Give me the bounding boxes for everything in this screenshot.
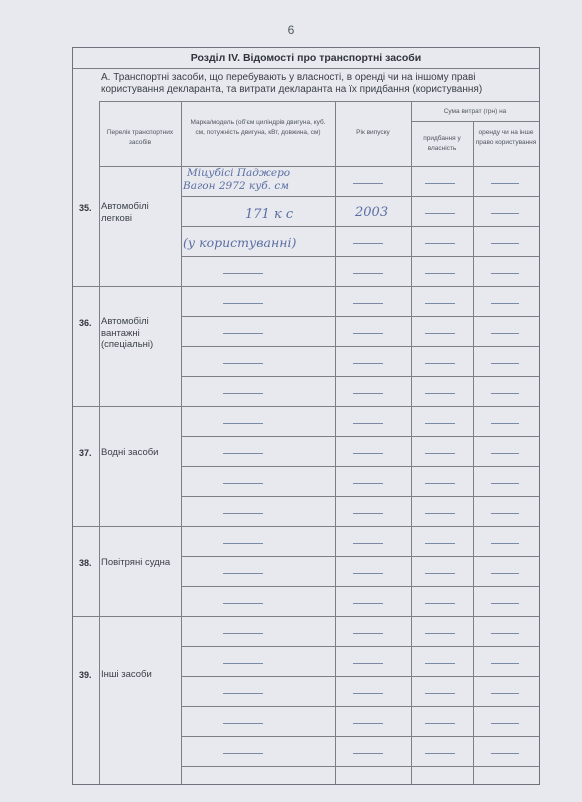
empty-cell-dash — [425, 633, 455, 634]
empty-cell-dash — [491, 363, 519, 364]
table-row-divider — [181, 676, 539, 677]
empty-cell-dash — [491, 453, 519, 454]
empty-cell-dash — [491, 693, 519, 694]
handwritten-power: 171 к с — [245, 207, 294, 222]
empty-cell-dash — [425, 693, 455, 694]
empty-cell-dash — [223, 753, 263, 754]
category-number: 39. — [79, 670, 92, 680]
empty-cell-dash — [491, 753, 519, 754]
empty-cell-dash — [425, 333, 455, 334]
empty-cell-dash — [425, 573, 455, 574]
empty-cell-dash — [491, 633, 519, 634]
handwritten-year: 2003 — [355, 205, 389, 220]
empty-cell-dash — [353, 303, 383, 304]
empty-cell-dash — [353, 723, 383, 724]
empty-cell-dash — [425, 243, 455, 244]
handwritten-model-line2: Вагон 2972 куб. см — [183, 180, 289, 192]
empty-cell-dash — [491, 303, 519, 304]
table-row-divider — [181, 736, 539, 737]
empty-cell-dash — [491, 483, 519, 484]
empty-cell-dash — [491, 273, 519, 274]
empty-cell-dash — [425, 423, 455, 424]
empty-cell-dash — [353, 483, 383, 484]
empty-cell-dash — [223, 663, 263, 664]
empty-cell-dash — [353, 333, 383, 334]
table-row-divider — [181, 466, 539, 467]
category-number: 38. — [79, 558, 92, 568]
empty-cell-dash — [425, 513, 455, 514]
empty-cell-dash — [223, 603, 263, 604]
table-row-divider — [181, 646, 539, 647]
empty-cell-dash — [425, 543, 455, 544]
empty-cell-dash — [491, 393, 519, 394]
empty-cell-dash — [425, 753, 455, 754]
table-row-divider — [181, 346, 539, 347]
empty-cell-dash — [491, 543, 519, 544]
table-row-divider — [181, 706, 539, 707]
header-purchase: придбання у власність — [423, 135, 461, 152]
empty-cell-dash — [425, 603, 455, 604]
empty-cell-dash — [223, 423, 263, 424]
handwritten-usage-note: (у користуванні) — [183, 235, 297, 250]
category-divider — [73, 526, 539, 527]
empty-cell-dash — [491, 663, 519, 664]
empty-cell-dash — [491, 183, 519, 184]
empty-cell-dash — [353, 423, 383, 424]
empty-cell-dash — [491, 573, 519, 574]
table-row-divider — [181, 196, 539, 197]
empty-cell-dash — [491, 723, 519, 724]
category-number: 36. — [79, 318, 92, 328]
empty-cell-dash — [425, 303, 455, 304]
empty-cell-dash — [223, 693, 263, 694]
empty-cell-dash — [223, 273, 263, 274]
empty-cell-dash — [223, 573, 263, 574]
empty-cell-dash — [223, 303, 263, 304]
subsection-title: А. Транспортні засоби, що перебувають у власності, в оренді чи на іншому праві користування декларанта, та витрати декларанта на їх придбання (користування) — [101, 72, 483, 95]
empty-cell-dash — [425, 363, 455, 364]
empty-cell-dash — [223, 633, 263, 634]
empty-cell-dash — [425, 663, 455, 664]
header-rent: оренду чи на інше право користування — [475, 129, 537, 146]
empty-cell-dash — [353, 273, 383, 274]
table-row-divider — [181, 226, 539, 227]
table-row-divider — [181, 316, 539, 317]
header-expense: Сума витрат (грн) на — [443, 108, 507, 115]
empty-cell-dash — [353, 243, 383, 244]
empty-cell-dash — [353, 183, 383, 184]
empty-cell-dash — [425, 723, 455, 724]
empty-cell-dash — [353, 663, 383, 664]
empty-cell-dash — [353, 693, 383, 694]
empty-cell-dash — [353, 543, 383, 544]
empty-cell-dash — [353, 603, 383, 604]
category-divider — [73, 406, 539, 407]
header-make-model: Марка/модель (об'єм циліндрів двигуна, куб. см, потужність двигуна, кВт, довжина, см) — [190, 119, 326, 136]
header-year: Рік випуску — [356, 129, 390, 136]
empty-cell-dash — [353, 363, 383, 364]
empty-cell-dash — [491, 423, 519, 424]
category-number: 35. — [79, 203, 92, 213]
category-label: Автомобілі легкові — [101, 201, 149, 224]
table-row-divider — [181, 256, 539, 257]
empty-cell-dash — [223, 333, 263, 334]
table-row-divider — [181, 436, 539, 437]
empty-cell-dash — [353, 393, 383, 394]
empty-cell-dash — [223, 393, 263, 394]
category-label: Повітряні судна — [101, 557, 171, 568]
empty-cell-dash — [491, 333, 519, 334]
empty-cell-dash — [223, 543, 263, 544]
table-row-divider — [181, 586, 539, 587]
category-divider — [73, 616, 539, 617]
empty-cell-dash — [353, 513, 383, 514]
table-row-divider — [181, 376, 539, 377]
empty-cell-dash — [223, 723, 263, 724]
empty-cell-dash — [223, 483, 263, 484]
table-row-divider — [181, 496, 539, 497]
empty-cell-dash — [491, 243, 519, 244]
empty-cell-dash — [353, 573, 383, 574]
table-row-divider — [181, 556, 539, 557]
category-number: 37. — [79, 448, 92, 458]
empty-cell-dash — [425, 483, 455, 484]
empty-cell-dash — [353, 633, 383, 634]
table-row-divider — [181, 766, 539, 767]
empty-cell-dash — [491, 213, 519, 214]
vehicles-form — [72, 47, 540, 785]
empty-cell-dash — [353, 453, 383, 454]
category-label: Інші засоби — [101, 669, 152, 680]
empty-cell-dash — [425, 273, 455, 274]
empty-cell-dash — [425, 213, 455, 214]
handwritten-model-line1: Міцубісі Паджеро — [187, 167, 291, 179]
empty-cell-dash — [425, 393, 455, 394]
category-divider — [73, 286, 539, 287]
empty-cell-dash — [491, 603, 519, 604]
empty-cell-dash — [223, 453, 263, 454]
empty-cell-dash — [223, 513, 263, 514]
section-title: Розділ IV. Відомості про транспортні засоби — [190, 52, 422, 64]
empty-cell-dash — [425, 453, 455, 454]
category-label: Автомобілі вантажні (спеціальні) — [101, 316, 154, 350]
empty-cell-dash — [425, 183, 455, 184]
empty-cell-dash — [353, 753, 383, 754]
page-number: 6 — [287, 23, 295, 37]
category-label: Водні засоби — [101, 447, 159, 458]
empty-cell-dash — [223, 363, 263, 364]
header-type: Перелік транспортних засобів — [106, 129, 174, 146]
empty-cell-dash — [491, 513, 519, 514]
